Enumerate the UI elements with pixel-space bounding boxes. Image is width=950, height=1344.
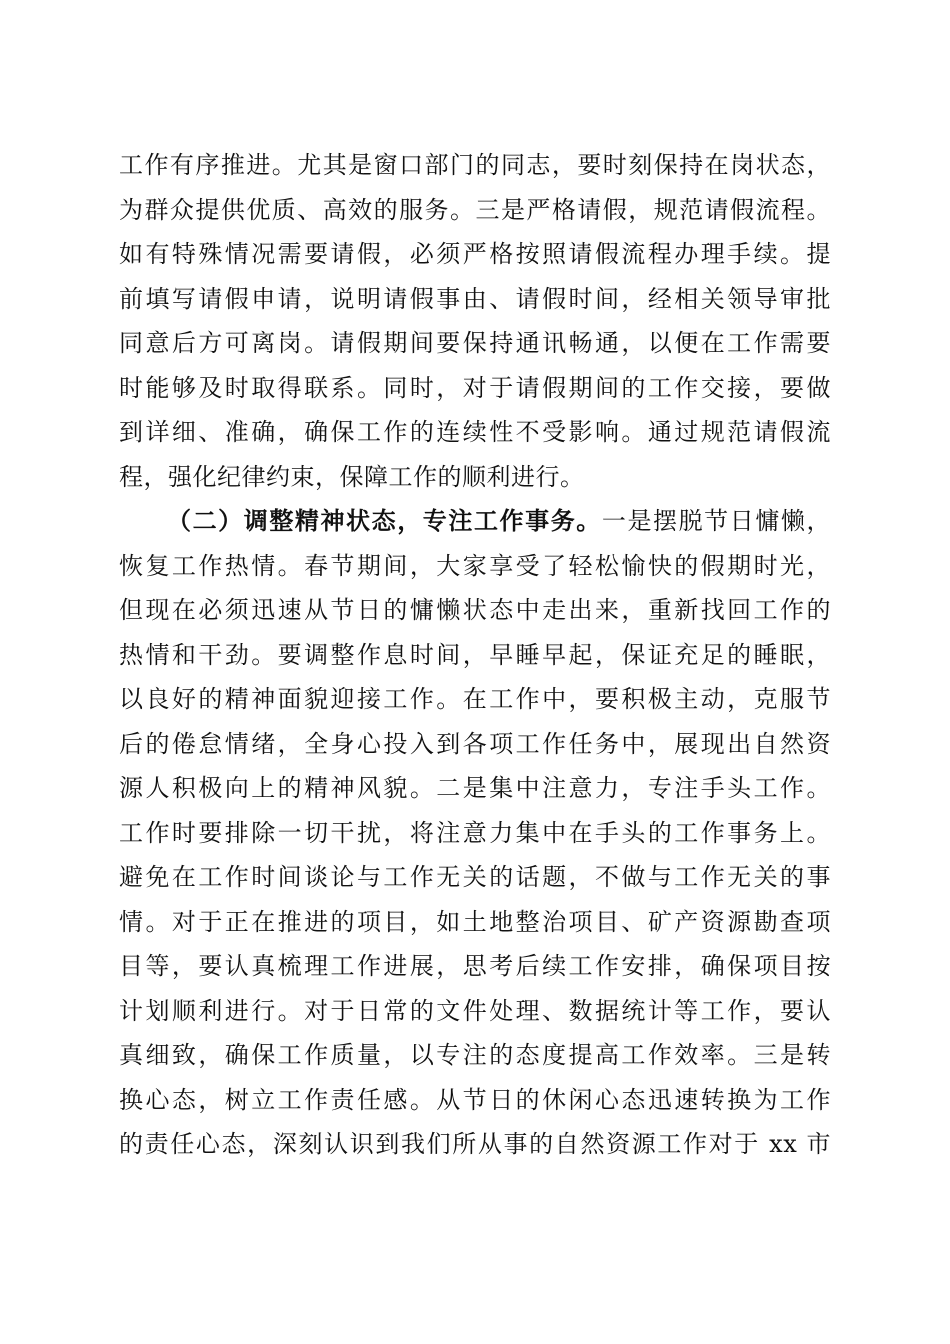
paragraph-line: 避免在工作时间谈论与工作无关的话题，不做与工作无关的事 bbox=[119, 863, 831, 891]
paragraph-line: 工作时要排除一切干扰，将注意力集中在手头的工作事务上。 bbox=[119, 818, 831, 847]
paragraph-line: 的责任心态，深刻认识到我们所从事的自然资源工作对于 xx 市 bbox=[119, 1130, 831, 1158]
paragraph-line: 以良好的精神面貌迎接工作。在工作中，要积极主动，克服节 bbox=[119, 685, 831, 713]
paragraph-line: 到详细、准确，确保工作的连续性不受影响。通过规范请假流 bbox=[119, 418, 831, 446]
paragraph-line: 换心态，树立工作责任感。从节日的休闲心态迅速转换为工作 bbox=[119, 1085, 831, 1114]
paragraph-line: 同意后方可离岗。请假期间要保持通讯畅通，以便在工作需要 bbox=[119, 329, 831, 357]
paragraph-line: 源人积极向上的精神风貌。二是集中注意力，专注手头工作。 bbox=[119, 774, 831, 802]
paragraph-line: 情。对于正在推进的项目，如土地整治项目、矿产资源勘查项 bbox=[119, 907, 831, 936]
paragraph-line: 工作有序推进。尤其是窗口部门的同志，要时刻保持在岗状态， bbox=[119, 151, 831, 179]
paragraph-line: 计划顺利进行。对于日常的文件处理、数据统计等工作，要认 bbox=[119, 996, 831, 1025]
paragraph-first-line bbox=[119, 499, 831, 544]
paragraph-line: 如有特殊情况需要请假，必须严格按照请假流程办理手续。提 bbox=[119, 240, 831, 268]
paragraph-line: 目等，要认真梳理工作进展，思考后续工作安排，确保项目按 bbox=[119, 952, 831, 980]
paragraph-line: 真细致，确保工作质量，以专注的态度提高工作效率。三是转 bbox=[119, 1041, 831, 1069]
paragraph-line: 程，强化纪律约束，保障工作的顺利进行。 bbox=[119, 462, 585, 491]
paragraph-2 bbox=[119, 499, 831, 1167]
paragraph-line: 热情和干劲。要调整作息时间，早睡早起，保证充足的睡眠， bbox=[119, 640, 831, 669]
paragraph-line: 时能够及时取得联系。同时，对于请假期间的工作交接，要做 bbox=[119, 373, 831, 402]
paragraph-line: 恢复工作热情。春节期间，大家享受了轻松愉快的假期时光， bbox=[119, 551, 831, 580]
paragraph-line: 前填写请假申请，说明请假事由、请假时间，经相关领导审批 bbox=[119, 284, 831, 313]
first-line-text: 一是摆脱节日慵懒， bbox=[601, 507, 831, 535]
paragraph-line: 但现在必须迅速从节日的慵懒状态中走出来，重新找回工作的 bbox=[119, 596, 831, 624]
paragraph-1 bbox=[119, 143, 831, 499]
paragraph-line: 为群众提供优质、高效的服务。三是严格请假，规范请假流程。 bbox=[119, 195, 831, 224]
paragraph-line: 后的倦怠情绪，全身心投入到各项工作任务中，展现出自然资 bbox=[119, 729, 831, 758]
section-heading: （二）调整精神状态，专注工作事务。 bbox=[167, 506, 602, 535]
